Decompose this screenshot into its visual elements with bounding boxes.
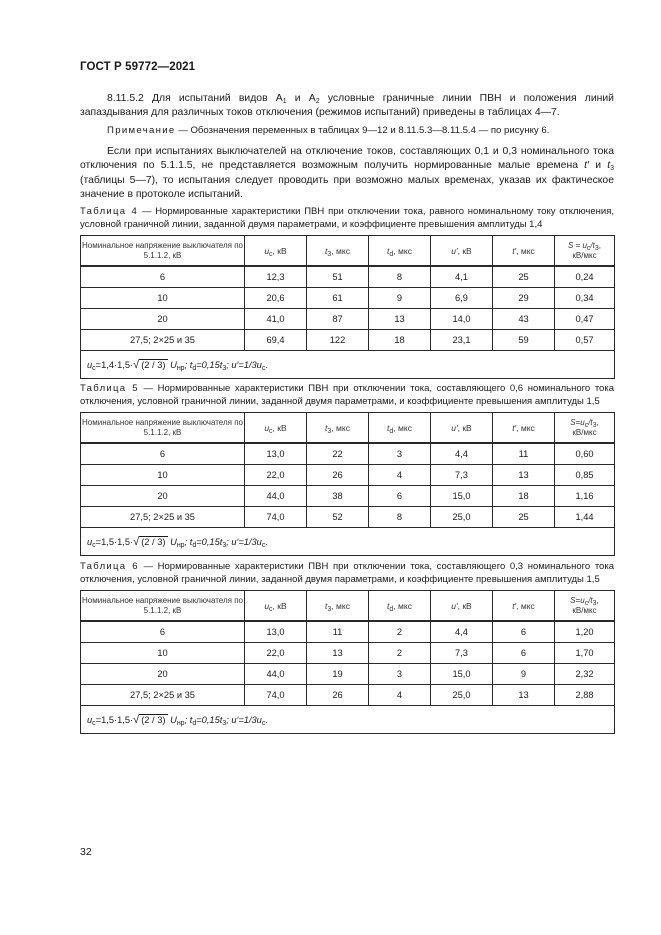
table-cell: 8 — [369, 266, 431, 288]
table-cell: 7,3 — [431, 465, 493, 486]
header-td: $t_d$, мкс — [369, 591, 431, 622]
caption-text: — Нормированные характеристики ПВН при отключении тока, составляющего 0,3 номинального тока отключения, условной граничной линии, заданной двумя параметрами, и коэффициенте превышения амплитуды 1,5 — [80, 561, 614, 585]
text-run: (таблицы 5—7), то испытания следует проводить при возможно малых временах, указав их фактическое значение в протоколе испытаний. — [80, 174, 614, 200]
table-cell: 10 — [81, 643, 245, 664]
note-paragraph — [80, 124, 614, 138]
table-cell: 13,0 — [245, 443, 307, 465]
table-cell: 3 — [369, 443, 431, 465]
document-header: ГОСТ Р 59772—2021 — [80, 61, 196, 73]
table-cell: 51 — [307, 266, 369, 288]
header-uc: $u_с$, кВ — [245, 413, 307, 444]
table-cell: 43 — [493, 309, 555, 330]
sqrt-icon: √ — [133, 713, 140, 726]
table-row — [81, 507, 615, 528]
table-cell: 74,0 — [245, 507, 307, 528]
table-cell: 20 — [81, 664, 245, 685]
formula-row — [81, 706, 615, 734]
header-s: $S=u_c/t_3$, кВ/мкс — [555, 413, 615, 444]
table-row — [81, 486, 615, 507]
formula-row — [81, 351, 615, 379]
table-cell: 14,0 — [431, 309, 493, 330]
table-row — [81, 664, 615, 685]
table-cell: 20 — [81, 486, 245, 507]
table-cell: 0,24 — [555, 266, 615, 288]
table-cell: 41,0 — [245, 309, 307, 330]
table-cell: 11 — [307, 621, 369, 643]
table-cell: 13 — [369, 309, 431, 330]
table-cell: 6 — [81, 266, 245, 288]
table-5 — [80, 412, 615, 556]
table-cell: 22 — [307, 443, 369, 465]
table-header-row — [81, 591, 615, 622]
subscript: 2 — [315, 98, 320, 105]
table-cell: 29 — [493, 288, 555, 309]
table-cell: 0,57 — [555, 330, 615, 351]
table-cell: 6 — [81, 621, 245, 643]
table-cell: 23,1 — [431, 330, 493, 351]
table-4 — [80, 235, 615, 379]
table-cell: 0,47 — [555, 309, 615, 330]
table-cell: 20,6 — [245, 288, 307, 309]
table-row — [81, 443, 615, 465]
table-cell: 0,60 — [555, 443, 615, 465]
table-cell: 2,32 — [555, 664, 615, 685]
caption-text: — Нормированные характеристики ПВН при отключении тока, равного номинальному току отключения, условной граничной линии, заданной двумя параметрами, и коэффициенте превышения амплитуды 1,4 — [80, 206, 615, 230]
note-label: Примечание — [107, 125, 176, 136]
table-cell: 0,85 — [555, 465, 615, 486]
table-cell: 44,0 — [245, 486, 307, 507]
table-cell: 10 — [81, 288, 245, 309]
header-voltage: Номинальное напряжение выключателя по 5.1.1.2, кВ — [81, 413, 245, 444]
table-cell: 25,0 — [431, 507, 493, 528]
table-5-caption — [80, 383, 614, 408]
table-4-caption — [80, 206, 614, 231]
table-cell: 27,5; 2×25 и 35 — [81, 685, 245, 706]
table-cell: 10 — [81, 465, 245, 486]
subscript: 1 — [282, 98, 287, 105]
table-6 — [80, 590, 615, 734]
table-row — [81, 330, 615, 351]
header-t3: $t_3$, мкс — [307, 413, 369, 444]
table-cell: 25 — [493, 507, 555, 528]
header-s: $S = u_c/t_3$, кВ/мкс — [555, 236, 615, 267]
table-cell: 8 — [369, 507, 431, 528]
table-cell: 74,0 — [245, 685, 307, 706]
table-cell: 61 — [307, 288, 369, 309]
table-cell: 4 — [369, 465, 431, 486]
table-cell: 26 — [307, 685, 369, 706]
header-td: $t_d$, мкс — [369, 236, 431, 267]
formula-cell: $u_c=1,4\cdot 1,5\cdot√$ (2 / 3) $U_{нр}$; $t_d=0,15t_3$; $u'=1/3u_c$. — [81, 351, 615, 379]
table-cell: 4,4 — [431, 621, 493, 643]
table-cell: 25,0 — [431, 685, 493, 706]
page-number: 32 — [80, 846, 92, 858]
paragraph-8-11-5-2 — [80, 92, 614, 121]
table-cell: 52 — [307, 507, 369, 528]
table-cell: 4 — [369, 685, 431, 706]
header-u-prime: u′, кВ — [431, 413, 493, 444]
note-text: — Обозначения переменных в таблицах 9—12 и 8.11.5.3—8.11.5.4 — по рисунку 6. — [175, 125, 550, 136]
table-cell: 27,5; 2×25 и 35 — [81, 507, 245, 528]
header-td: $t_d$, мкс — [369, 413, 431, 444]
table-cell: 2,88 — [555, 685, 615, 706]
table-cell: 122 — [307, 330, 369, 351]
table-row — [81, 465, 615, 486]
table-6-caption — [80, 561, 614, 586]
sqrt-icon: √ — [133, 358, 140, 371]
caption-label: Таблица 6 — [80, 561, 139, 572]
text-run: t — [607, 160, 611, 172]
table-row — [81, 266, 615, 288]
table-cell: 1,20 — [555, 621, 615, 643]
table-cell: 6,9 — [431, 288, 493, 309]
table-cell: 13 — [493, 465, 555, 486]
table-cell: 1,70 — [555, 643, 615, 664]
table-cell: 22,0 — [245, 465, 307, 486]
header-uc: $u_с$, кВ — [245, 236, 307, 267]
text-run: и — [589, 160, 608, 172]
formula-cell: $u_c=1,5\cdot 1,5\cdot√$ (2 / 3) $U_{нр}$; $t_d=0,15t_3$; $u'=1/3u_c$. — [81, 528, 615, 556]
table-cell: 1,16 — [555, 486, 615, 507]
text-run: 8.11.5.2 Для испытаний видов А — [107, 93, 283, 104]
header-t-prime: t′, мкс — [493, 236, 555, 267]
text-run: условные граничные линии ПВН и положения линий запаздывания для различных токов отключения (режимов испытаний) приведены в таблицах 4—7. — [80, 93, 614, 119]
table-cell: 6 — [493, 643, 555, 664]
table-cell: 4,4 — [431, 443, 493, 465]
caption-label: Таблица 5 — [80, 383, 139, 394]
caption-label: Таблица 4 — [80, 206, 139, 217]
table-cell: 20 — [81, 309, 245, 330]
table-cell: 11 — [493, 443, 555, 465]
header-s: $S=u_c/t_3$, кВ/мкс — [555, 591, 615, 622]
table-row — [81, 288, 615, 309]
table-cell: 19 — [307, 664, 369, 685]
text-run: Если при испытаниях выключателей на отключение токов, составляющих 0,1 и 0,3 номинального тока отключения по 5.1.1.5, не представляется возможным получить нормированные малые времена — [80, 146, 614, 172]
header-voltage: Номинальное напряжение выключателя по 5.1.1.2, кВ — [81, 591, 245, 622]
sqrt-icon: √ — [133, 535, 140, 548]
table-row — [81, 621, 615, 643]
table-cell: 59 — [493, 330, 555, 351]
formula-row — [81, 528, 615, 556]
table-cell: 18 — [493, 486, 555, 507]
header-u-prime: u′, кВ — [431, 236, 493, 267]
table-cell: 87 — [307, 309, 369, 330]
table-cell: 3 — [369, 664, 431, 685]
caption-text: — Нормированные характеристики ПВН при отключении тока, составляющего 0,6 номинального тока отключения, условной граничной линии, заданной двумя параметрами, и коэффициенте превышения амплитуды 1,5 — [80, 383, 614, 407]
header-t3: $t_3$, мкс — [307, 591, 369, 622]
paragraph-test-conditions — [80, 145, 614, 202]
header-voltage: Номинальное напряжение выключателя по 5.1.1.2, кВ — [81, 236, 245, 267]
table-cell: 25 — [493, 266, 555, 288]
table-cell: 13 — [493, 685, 555, 706]
table-cell: 38 — [307, 486, 369, 507]
table-cell: 13,0 — [245, 621, 307, 643]
table-row — [81, 309, 615, 330]
table-cell: 22,0 — [245, 643, 307, 664]
table-cell: 7,3 — [431, 643, 493, 664]
table-cell: 27,5; 2×25 и 35 — [81, 330, 245, 351]
formula-cell: $u_c=1,5\cdot 1,5\cdot√$ (2 / 3) $U_{нр}$; $t_d=0,15t_3$; $u'=1/3u_c$. — [81, 706, 615, 734]
header-t-prime: t′, мкс — [493, 413, 555, 444]
table-cell: 12,3 — [245, 266, 307, 288]
table-cell: 15,0 — [431, 486, 493, 507]
table-cell: 44,0 — [245, 664, 307, 685]
table-header-row — [81, 413, 615, 444]
table-cell: 2 — [369, 621, 431, 643]
table-row — [81, 685, 615, 706]
table-cell: 9 — [493, 664, 555, 685]
text-run: t′ — [584, 160, 590, 172]
table-cell: 0,34 — [555, 288, 615, 309]
text-run: и А — [286, 93, 316, 104]
table-cell: 2 — [369, 643, 431, 664]
table-cell: 26 — [307, 465, 369, 486]
table-cell: 1,44 — [555, 507, 615, 528]
table-cell: 6 — [493, 621, 555, 643]
table-cell: 13 — [307, 643, 369, 664]
table-cell: 9 — [369, 288, 431, 309]
header-t3: $t_3$, мкс — [307, 236, 369, 267]
header-u-prime: u′, кВ — [431, 591, 493, 622]
table-header-row — [81, 236, 615, 267]
subscript: 3 — [610, 165, 614, 173]
header-t-prime: t′, мкс — [493, 591, 555, 622]
table-cell: 4,1 — [431, 266, 493, 288]
table-cell: 18 — [369, 330, 431, 351]
table-cell: 6 — [81, 443, 245, 465]
table-cell: 6 — [369, 486, 431, 507]
table-row — [81, 643, 615, 664]
header-uc: $u_с$, кВ — [245, 591, 307, 622]
table-cell: 15,0 — [431, 664, 493, 685]
table-cell: 69,4 — [245, 330, 307, 351]
